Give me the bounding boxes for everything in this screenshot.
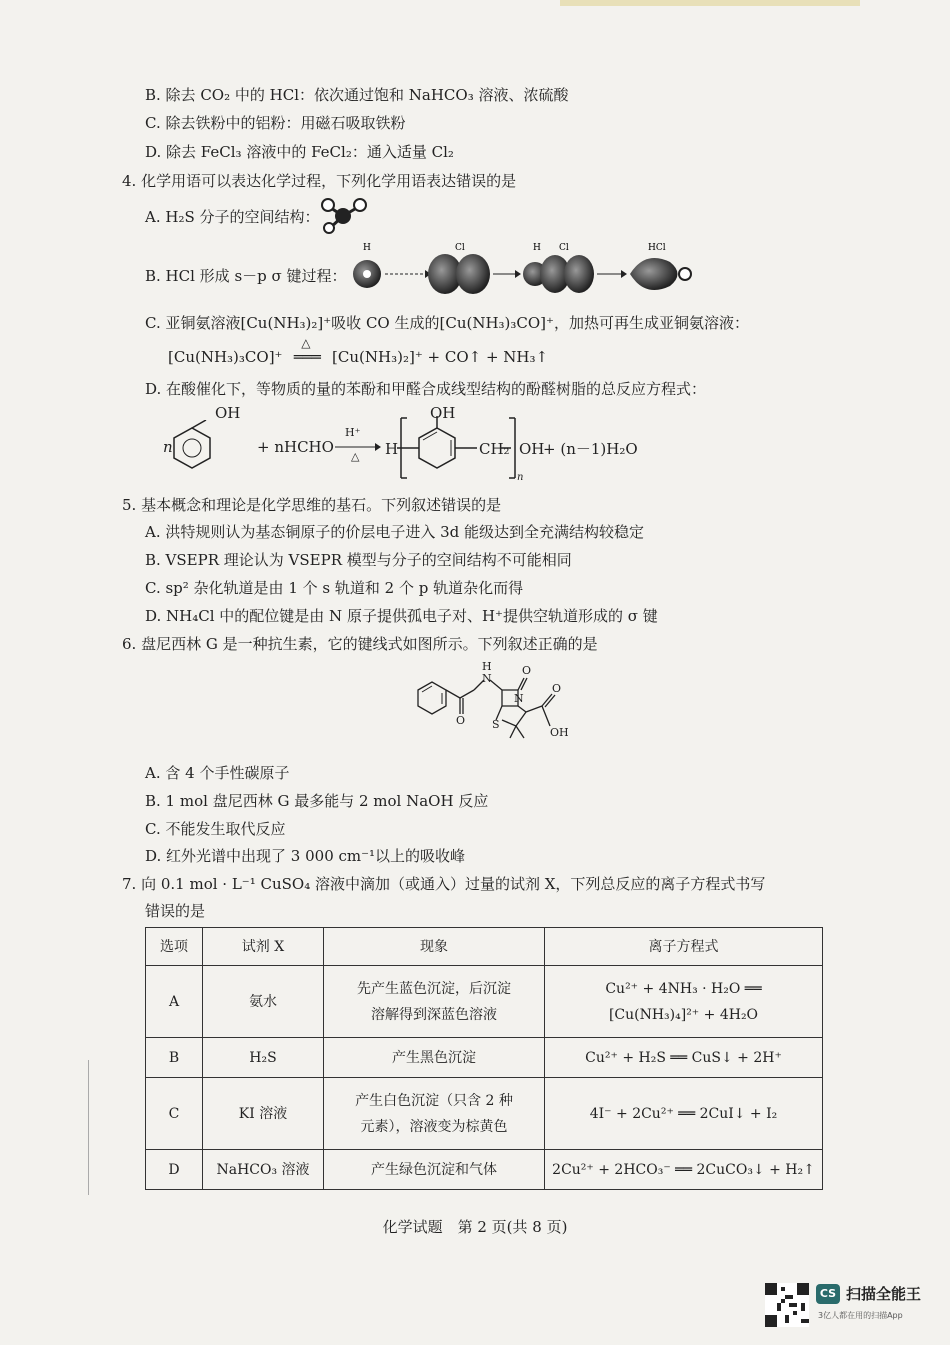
s-p-sigma-bond-diagram [345,240,705,300]
end-h: H [385,440,399,458]
q4-option-b: B. HCl 形成 s－p σ 键过程： [145,267,347,285]
table-header-row [146,928,823,966]
row-b-option: B [146,1038,203,1078]
q6-option-b: B. 1 mol 盘尼西林 G 最多能与 2 mol NaOH 反应 [145,792,489,810]
subscript-n: n [517,472,524,483]
table-row [146,1078,823,1150]
q5-stem: 5. 基本概念和理论是化学思维的基石。下列叙述错误的是 [122,496,502,514]
label-s: S [492,718,500,731]
phenol-benzene-ring-icon [170,420,215,470]
q4-c-equation: [Cu(NH₃)₃CO]⁺ △ ═══ [Cu(NH₃)₂]⁺ + CO↑ + NH₃↑ [168,346,548,368]
heat-triangle: △ [351,450,360,463]
row-c-reagent: KI 溶液 [203,1078,324,1150]
scanner-logo-badge: CS [816,1284,840,1304]
end-oh: OH [519,440,545,458]
qr-code-icon [765,1283,809,1327]
header-option: 选项 [146,928,203,966]
q7-stem-line1: 7. 向 0.1 mol · L⁻¹ CuSO₄ 溶液中滴加（或通入）过量的试剂 X，下列总反应的离子方程式书写 [122,875,766,893]
q6-option-a: A. 含 4 个手性碳原子 [145,764,290,782]
row-c-phenomenon [324,1078,545,1150]
row-a-eq-line1: Cu²⁺ + 4NH₃ · H₂O ══ [605,980,762,997]
row-c-option: C [146,1078,203,1150]
water-term: + (n－1)H₂O [543,440,638,458]
table-row [146,966,823,1038]
label-h1: H [363,243,371,253]
row-b-phenomenon: 产生黑色沉淀 [324,1038,545,1078]
row-d-phenomenon: 产生绿色沉淀和气体 [324,1150,545,1190]
q5-option-a: A. 洪特规则认为基态铜原子的价层电子进入 3d 能级达到全充满结构较稳定 [145,523,645,541]
row-a-phen-line1: 先产生蓝色沉淀，后沉淀 [357,980,511,997]
row-a-reagent: 氨水 [203,966,324,1038]
heat-condition: △ [301,336,311,350]
header-equation: 离子方程式 [545,928,823,966]
catalyst-h: H⁺ [345,426,361,439]
label-n2: N [514,692,524,705]
row-a-equation [545,966,823,1038]
penicillin-g-structure [398,660,578,750]
q4-option-d: D. 在酸催化下，等物质的量的苯酚和甲醛合成线型结构的酚醛树脂的总反应方程式： [145,380,707,398]
q6-option-d: D. 红外光谱中出现了 3 000 cm⁻¹以上的吸收峰 [145,847,466,865]
row-a-eq-line2: [Cu(NH₃)₄]²⁺ + 4H₂O [608,1006,759,1023]
q6-option-c: C. 不能发生取代反应 [145,820,286,838]
label-nh: H [482,660,492,673]
q7-table [145,927,823,1190]
q4-stem: 4. 化学用语可以表达化学过程，下列化学用语表达错误的是 [122,172,517,190]
row-c-equation: 4I⁻ + 2Cu²⁺ ══ 2CuI↓ + I₂ [545,1078,823,1150]
scanner-tagline: 3亿人都在用的扫描App [818,1311,903,1320]
q5-option-c: C. sp² 杂化轨道是由 1 个 s 轨道和 2 个 p 轨道杂化而得 [145,579,524,597]
row-c-phen-line1: 产生白色沉淀（只含 2 种 [355,1092,513,1109]
q5-option-d: D. NH₄Cl 中的配位键是由 N 原子提供孤电子对、H⁺提供空轨道形成的 σ 键 [145,607,658,625]
header-phenomenon: 现象 [324,928,545,966]
resin-oh: OH [430,404,456,422]
row-b-equation: Cu²⁺ + H₂S ══ CuS↓ + 2H⁺ [545,1038,823,1078]
label-cl2: Cl [559,243,569,253]
row-d-option: D [146,1150,203,1190]
page-footer: 化学试题 第 2 页(共 8 页) [382,1218,568,1236]
eq-left: [Cu(NH₃)₃CO]⁺ [168,348,283,366]
plus-hcho: + nHCHO [257,438,334,456]
row-a-phen-line2: 溶解得到深蓝色溶液 [371,1006,497,1023]
label-h2: H [533,243,541,253]
q6-stem: 6. 盘尼西林 G 是一种抗生素，它的键线式如图所示。下列叙述正确的是 [122,635,598,653]
top-color-strip [560,0,860,6]
scanner-app-name: 扫描全能王 [846,1285,922,1303]
resin-ch2: CH₂ [479,440,510,458]
label-cl1: Cl [455,243,465,253]
h2s-ball-stick-model-icon [318,196,368,236]
table-row [146,1150,823,1190]
q4-option-a: A. H₂S 分子的空间结构： [145,208,320,226]
row-a-phenomenon [324,966,545,1038]
label-o2: O [522,664,532,677]
coef-n: n [163,438,173,456]
row-d-equation: 2Cu²⁺ + 2HCO₃⁻ ══ 2CuCO₃↓ + H₂↑ [545,1150,823,1190]
phenol-resin-reaction [145,400,705,490]
header-reagent: 试剂 X [203,928,324,966]
q3-option-b: B. 除去 CO₂ 中的 HCl：依次通过饱和 NaHCO₃ 溶液、浓硫酸 [145,86,569,104]
margin-line [88,1060,89,1195]
q5-option-b: B. VSEPR 理论认为 VSEPR 模型与分子的空间结构不可能相同 [145,551,572,569]
phenol-oh: OH [215,404,241,422]
row-c-phen-line2: 元素），溶液变为棕黄色 [360,1118,508,1135]
q4-option-c: C. 亚铜氨溶液[Cu(NH₃)₂]⁺吸收 CO 生成的[Cu(NH₃)₃CO]⁺，加热可再生成亚铜氨溶液： [145,314,749,332]
label-o3: O [552,682,562,695]
label-oh: OH [550,726,569,739]
row-d-reagent: NaHCO₃ 溶液 [203,1150,324,1190]
q3-option-c: C. 除去铁粉中的铝粉：用磁石吸取铁粉 [145,114,406,132]
q3-option-d: D. 除去 FeCl₃ 溶液中的 FeCl₂：通入适量 Cl₂ [145,143,454,161]
label-hcl: HCl [648,243,666,253]
label-o1: O [456,714,466,727]
eq-right: [Cu(NH₃)₂]⁺ + CO↑ + NH₃↑ [332,348,549,366]
q7-stem-line2: 错误的是 [145,902,206,920]
row-b-reagent: H₂S [203,1038,324,1078]
table-row [146,1038,823,1078]
label-n1: N [482,672,492,685]
row-a-option: A [146,966,203,1038]
